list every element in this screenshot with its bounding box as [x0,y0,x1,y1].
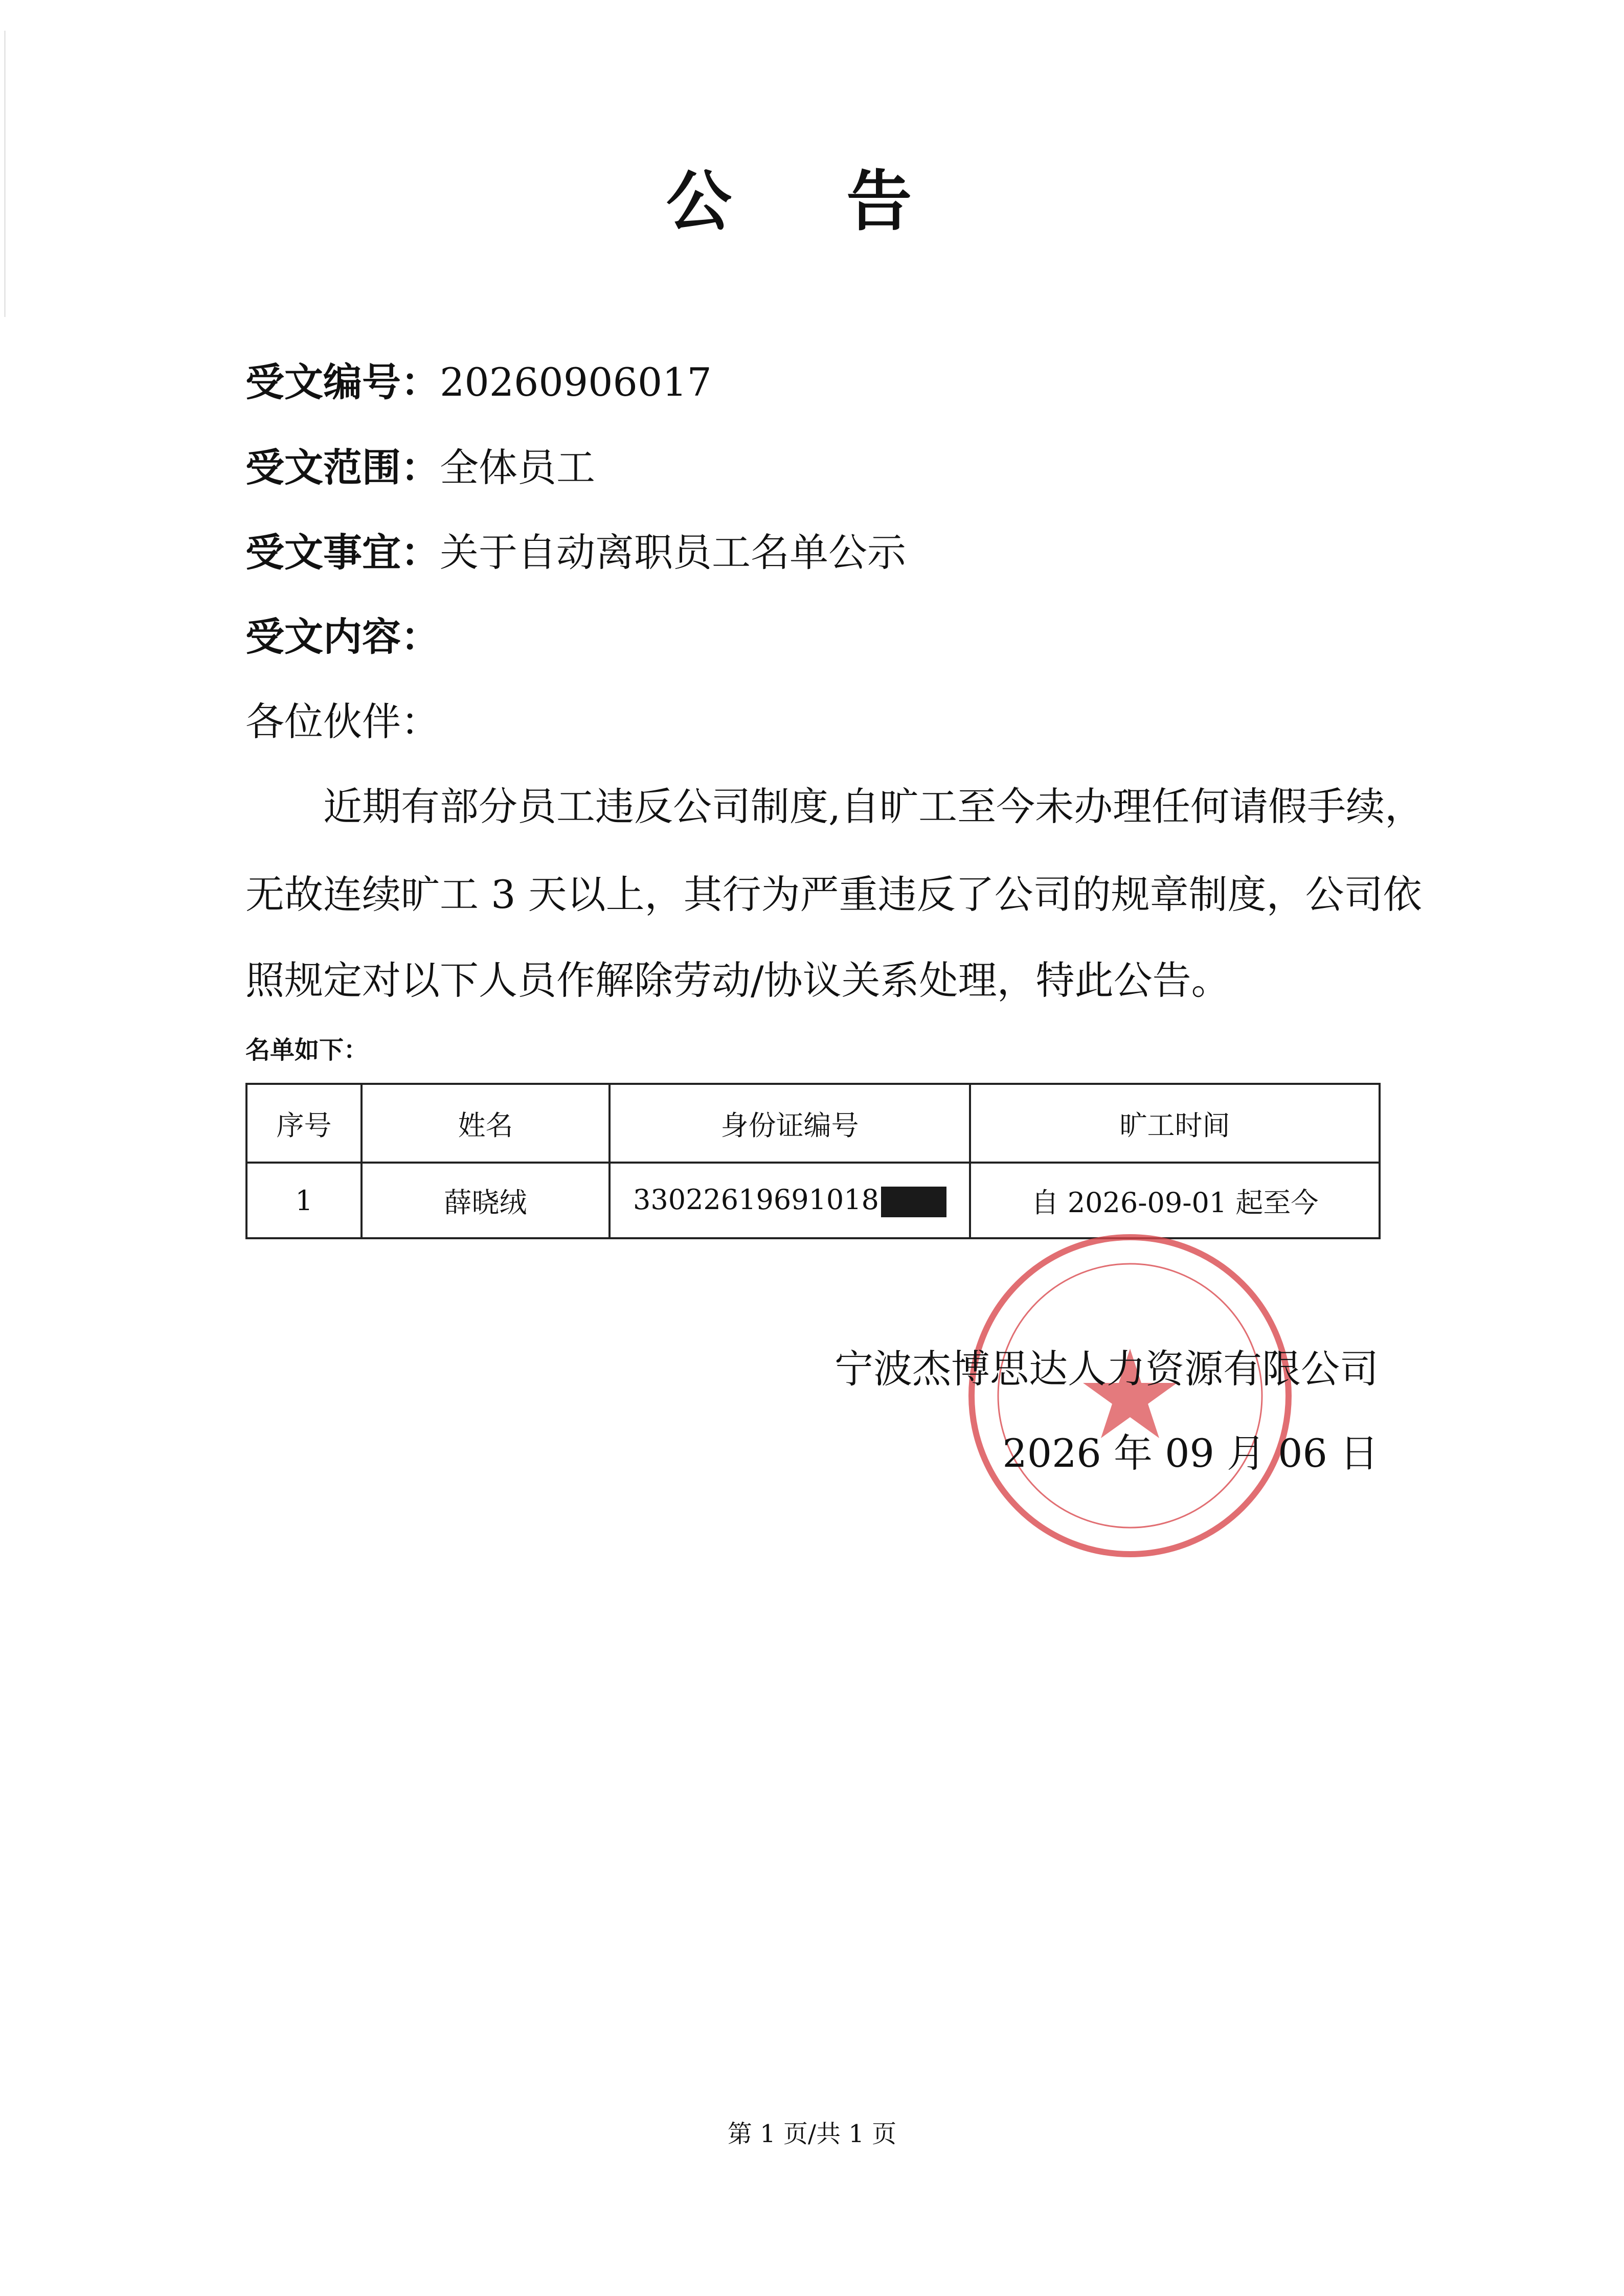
id-number-visible: 33022619691018 [633,1184,879,1216]
header-name: 姓名 [362,1084,610,1163]
header-id-number: 身份证编号 [610,1084,970,1163]
body-line-1: 近期有部分员工违反公司制度,自旷工至今未办理任何请假手续， [323,784,1424,829]
list-intro: 名单如下： [245,1036,369,1064]
table-header-row [246,1084,1380,1163]
header-absence-period: 旷工时间 [970,1084,1380,1163]
issue-date: 2026 年 09 月 06 日 [1002,1430,1379,1476]
header-no: 序号 [246,1084,362,1163]
cell-id-number [610,1163,970,1238]
body-line-2: 无故连续旷工 3 天以上，其行为严重违反了公司的规章制度，公司依 [245,872,1422,917]
field-content [245,614,440,660]
field-value: 关于自动离职员工名单公示 [440,530,906,575]
cell-name: 薛晓绒 [362,1163,610,1238]
redaction-block [881,1187,946,1217]
body-line-3: 照规定对以下人员作解除劳动/协议关系处理，特此公告。 [245,958,1230,1003]
cell-absence-period: 自 2026-09-01 起至今 [970,1163,1380,1238]
dismissal-table [245,1083,1381,1239]
document-title: 公 告 [666,163,958,240]
field-label: 受文事宜： [245,530,440,575]
field-label: 受文编号： [245,359,440,405]
field-doc-number [245,359,712,405]
field-label: 受文范围： [245,445,440,490]
field-subject [245,530,906,575]
cell-no: 1 [246,1163,362,1238]
field-value: 20260906017 [440,359,712,405]
greeting: 各位伙伴： [245,699,440,744]
company-seal [961,1227,1299,1564]
company-name: 宁波杰博思达人力资源有限公司 [834,1346,1379,1392]
page-footer: 第 1 页/共 1 页 [727,2120,897,2148]
field-value: 全体员工 [440,445,595,490]
field-scope [245,445,595,490]
field-label: 受文内容： [245,614,440,660]
